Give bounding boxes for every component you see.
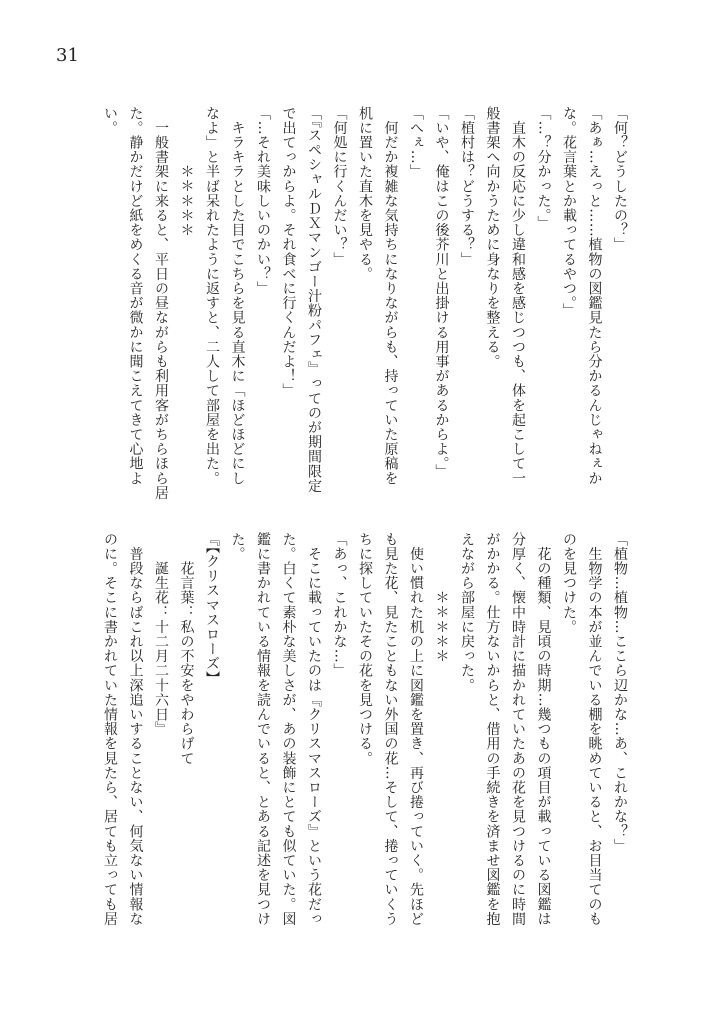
text-column: そこに載っていたのは『クリスマスローズ』という花だっ (306, 532, 322, 927)
text-column: 普段ならばこれ以上深追いすることない、何気ない情報な (127, 532, 144, 927)
lower-text-block (97, 532, 633, 952)
text-column: 「…それ美味しいのかい？」 (255, 106, 271, 296)
text-column: 「植村は？どうする？」 (459, 106, 475, 267)
text-column: 「何処に行くんだい？」 (331, 106, 348, 267)
text-column: 机に置いた直木を見やる。 (357, 106, 373, 282)
text-column: 「『スペシャルＤＸマンゴー汁粉パフェ』ってのが期間限定 (306, 106, 322, 494)
text-column: 何だか複雑な気持ちになりながらも、持っていた原稿を (382, 106, 399, 486)
text-column: 花の種類、見頃の時期…幾つもの項目が載っている図鑑は (535, 532, 552, 927)
page-number: 31 (56, 45, 79, 66)
text-column: 直木の反応に少し違和感を感じつつも、体を起こして一 (510, 106, 526, 486)
text-column: た。白くて素朴な美しさが、あの装飾にとても似ていた。図 (280, 532, 297, 927)
text-column: も見た花、見たこともない外国の花…そして、捲っていくう (382, 532, 399, 927)
text-column: 「へぇ…」 (408, 106, 424, 179)
section-break: ＊＊＊＊＊ (178, 106, 195, 238)
text-column: い。 (102, 106, 118, 136)
section-break: ＊＊＊＊＊ (433, 532, 450, 664)
text-column: 花言葉：私の不安をやわらげて (178, 532, 195, 766)
upper-text-block (97, 106, 633, 506)
text-column: な。花言葉とか載ってるやつ。」 (561, 106, 577, 318)
text-column: 般書架へ向かうために身なりを整える。 (484, 106, 501, 369)
text-column: のに。そこに書かれていた情報を見たら、居ても立っても居 (102, 532, 118, 927)
text-column: がかかる。仕方ないからと、借用の手続きを済ませ図鑑を抱 (484, 532, 501, 927)
text-column: キラキラとした目でこちらを見る直木に「ほどほどにし (229, 106, 246, 486)
text-column: 「何？どうしたの？」 (612, 106, 628, 252)
text-column: た。静かだけど紙をめくる音が微かに聞こえてきて心地よ (127, 106, 144, 486)
text-column: のを見つけた。 (561, 532, 577, 635)
text-column: 『【クリスマスローズ】 (204, 532, 220, 686)
text-column: 一般書架に来ると、平日の昼ながらも利用客がちらほら居 (153, 106, 169, 501)
text-column: 「いや、俺はこの後芥川と出掛ける用事があるからよ。」 (433, 106, 450, 479)
text-column: 誕生花：十二月二十六日』 (153, 532, 169, 737)
text-column: で出てっからよ。それ食べに行くんだよ！」 (280, 106, 297, 398)
text-column: 「…？分かった。」 (535, 106, 552, 231)
text-column: 「あぁ…えっと……植物の図鑑見たら分かるんじゃねぇか (586, 106, 603, 486)
text-column: 生物学の本が並んでいる棚を眺めていると、お目当てのも (586, 532, 603, 927)
text-column: 使い慣れた机の上に図鑑を置き、再び捲っていく。先ほど (408, 532, 424, 927)
text-column: 分厚く、懐中時計に描かれていたあの花を見つけるのに時間 (510, 532, 526, 927)
text-column: た。 (229, 532, 246, 562)
text-column: 「植物…植物…ここら辺かな…あ、これかな？」 (612, 532, 628, 854)
text-column: 鑑に書かれている情報を読んでいると、とある記述を見つけ (255, 532, 271, 927)
text-column: えながら部屋に戻った。 (459, 532, 475, 693)
text-column: ちに探していたその花を見つける。 (357, 532, 373, 766)
text-column: 「あっ、これかな…」 (331, 532, 348, 678)
text-column: なよ」と半ば呆れたように返すと、二人して部屋を出た。 (204, 106, 220, 486)
